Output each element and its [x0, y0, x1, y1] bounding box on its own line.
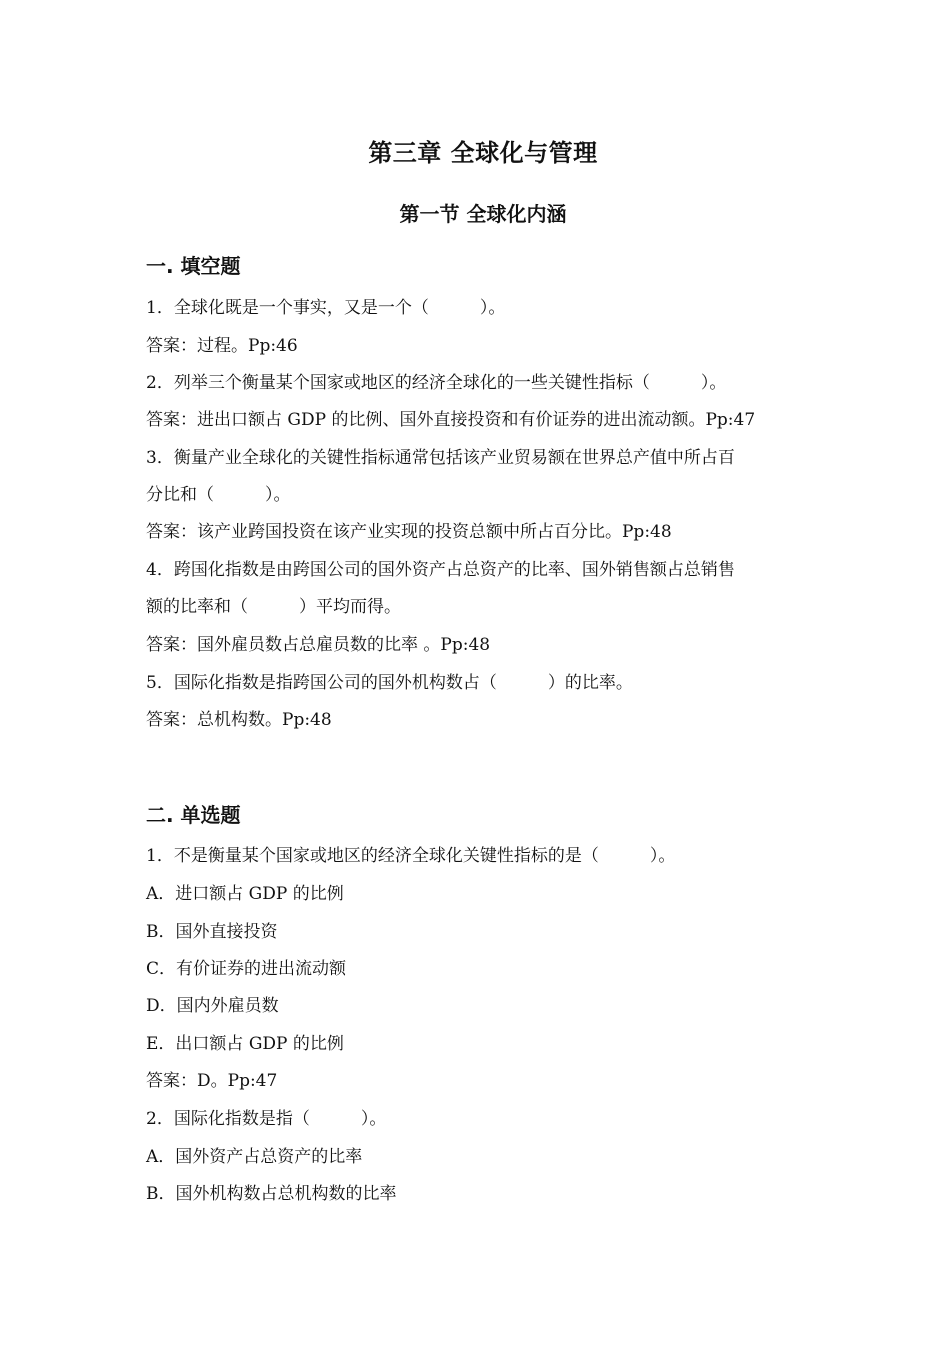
question-line: 1．全球化既是一个事实，又是一个（ ）。 — [146, 298, 506, 318]
option-line: B．国外机构数占总机构数的比率 — [146, 1184, 397, 1204]
question-line: 额的比率和（ ）平均而得。 — [146, 597, 401, 617]
option-line: C．有价证券的进出流动额 — [146, 959, 347, 979]
question-line: 2．列举三个衡量某个国家或地区的经济全球化的一些关键性指标（ ）。 — [146, 373, 727, 393]
answer-line: 答案：总机构数。Pp:48 — [146, 710, 332, 730]
question-line: 4．跨国化指数是由跨国公司的国外资产占总资产的比率、国外销售额占总销售 — [146, 560, 735, 580]
single-choice-heading: 二. 单选题 — [146, 803, 241, 827]
question-line: 分比和（ ）。 — [146, 485, 291, 505]
question-line: 3．衡量产业全球化的关键性指标通常包括该产业贸易额在世界总产值中所占百 — [146, 448, 735, 468]
option-line: B．国外直接投资 — [146, 922, 278, 942]
question-line: 1．不是衡量某个国家或地区的经济全球化关键性指标的是（ ）。 — [146, 846, 676, 866]
question-line: 5．国际化指数是指跨国公司的国外机构数占（ ）的比率。 — [146, 673, 633, 693]
fill-blank-heading: 一. 填空题 — [146, 254, 241, 278]
option-line: A．进口额占 GDP 的比例 — [146, 884, 344, 904]
option-line: E．出口额占 GDP 的比例 — [146, 1034, 344, 1054]
answer-line: 答案：该产业跨国投资在该产业实现的投资总额中所占百分比。Pp:48 — [146, 522, 672, 542]
option-line: A．国外资产占总资产的比率 — [146, 1147, 363, 1167]
option-line: D．国内外雇员数 — [146, 996, 279, 1016]
question-line: 2．国际化指数是指（ ）。 — [146, 1109, 387, 1129]
answer-line: 答案：D。Pp:47 — [146, 1071, 278, 1091]
answer-line: 答案：过程。Pp:46 — [146, 336, 298, 356]
section-title: 第一节 全球化内涵 — [399, 202, 567, 226]
answer-line: 答案：国外雇员数占总雇员数的比率 。Pp:48 — [146, 635, 491, 655]
answer-line: 答案：进出口额占 GDP 的比例、国外直接投资和有价证券的进出流动额。Pp:47 — [146, 410, 756, 430]
chapter-title: 第三章 全球化与管理 — [368, 139, 598, 167]
